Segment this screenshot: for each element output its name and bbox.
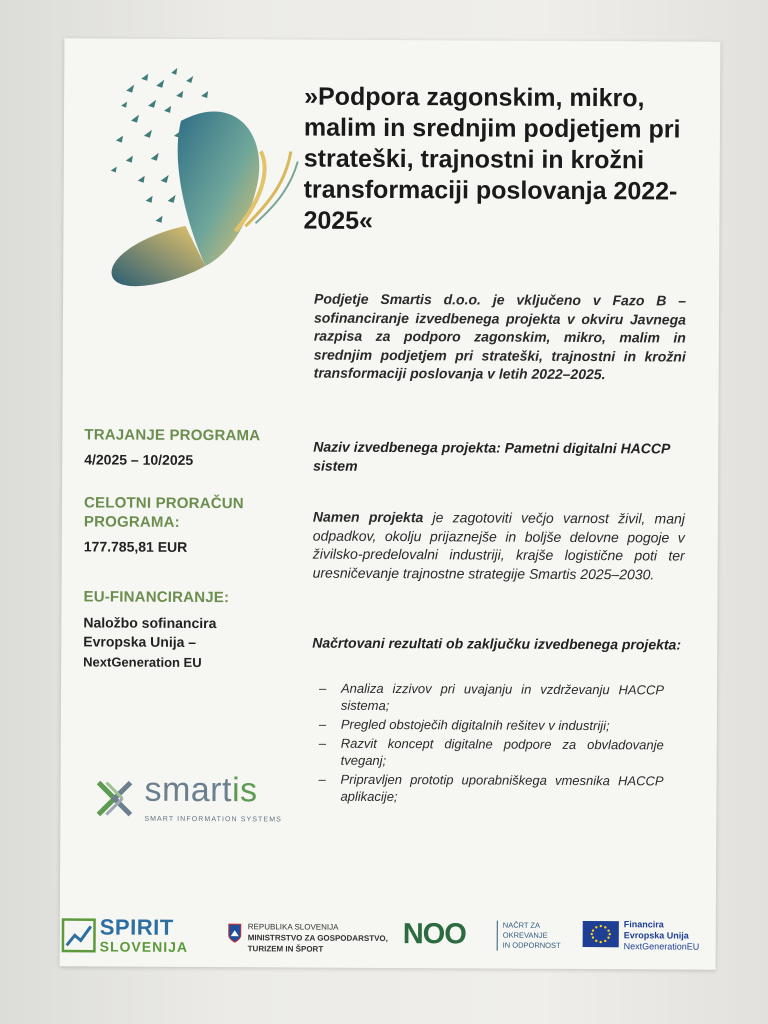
eu-flag-icon — [583, 921, 619, 947]
sponsor-footer — [60, 910, 716, 963]
list-item: – Pregled obstoječih digitalnih rešitev v industriji; — [319, 716, 664, 735]
purpose-text: je zagotoviti večjo varnost živil, manj odpadkov, okolju prijaznejše in boljše delovne pogoje v živilsko-predelovalni industriji, krajše logistične poti ter uresničevanje trajnostne strategije Smartis 2025–2030. — [312, 509, 685, 582]
eu-badge-line3: NextGenerationEU — [623, 941, 700, 952]
ministry-line3: TURIZEM IN ŠPORT — [247, 944, 324, 954]
slovenia-coat-of-arms-icon — [228, 923, 242, 943]
eu-funding-line3: NextGeneration EU — [83, 654, 202, 671]
eu-badge-line2: Evropska Unija — [623, 930, 689, 941]
spirit-logo-title: SPIRIT — [99, 914, 174, 940]
purpose-paragraph — [313, 508, 685, 584]
eu-funding-label: EU-FINANCIRANJE: — [83, 588, 230, 607]
ministry-line2: MINISTRSTVO ZA GOSPODARSTVO, — [247, 933, 388, 943]
budget-value: 177.785,81 EUR — [83, 538, 188, 555]
ministry-text — [248, 921, 388, 955]
budget-label-line2: PROGRAMA: — [83, 513, 180, 531]
noo-text — [497, 921, 561, 951]
results-list — [318, 680, 664, 809]
spirit-logo-subtitle: SLOVENIJA — [99, 938, 189, 955]
smartis-logo — [92, 770, 292, 829]
smartis-word-main: smart — [144, 770, 233, 810]
smartis-word-accent: is — [231, 771, 258, 810]
smartis-tagline: SMART INFORMATION SYSTEMS — [144, 815, 282, 824]
eu-badge-line1: Financira — [623, 919, 664, 930]
poster — [60, 38, 721, 969]
list-item: – Pripravljen prototip uporabniškega vmesnika HACCP aplikacije; — [318, 771, 663, 807]
intro-paragraph: Podjetje Smartis d.o.o. je vključeno v Fazo B – sofinanciranje izvedbenega projekta v okviru Javnega razpisa za podporo zagonskim, mikro, malim in srednjim podjetjem pri strateški, trajnostni in krožni transformaciji poslovanja v letih 2022–2025. — [313, 290, 687, 383]
noo-line3: IN ODPORNOST — [502, 940, 561, 950]
list-item: – Analiza izzivov pri uvajanju in vzdrževanju HACCP sistema; — [319, 680, 664, 716]
noo-logo: NOO — [402, 918, 466, 951]
spirit-chart-icon — [62, 918, 96, 952]
noo-line2: OKREVANJE — [502, 930, 548, 940]
eu-funding-line1: Naložbo sofinancira — [83, 614, 217, 632]
purpose-lead: Namen projekta — [312, 508, 424, 526]
budget-label-line1: CELOTNI PRORAČUN — [83, 494, 244, 513]
project-name: Naziv izvedbenega projekta: Pametni digitalni HACCP sistem — [313, 438, 670, 474]
eu-funding-badge-text — [624, 919, 700, 952]
smartis-wordmark — [144, 771, 257, 811]
butterfly-logo-icon — [85, 50, 316, 311]
ministry-line1: REPUBLIKA SLOVENIJA — [247, 922, 339, 932]
results-heading: Načrtovani rezultati ob zaključku izvedbenega projekta: — [312, 634, 682, 653]
eu-funding-line2: Evropska Unija – — [83, 633, 197, 650]
noo-line1: NAČRT ZA — [502, 920, 541, 930]
duration-label: TRAJANJE PROGRAMA — [84, 426, 261, 445]
duration-value: 4/2025 – 10/2025 — [84, 451, 194, 468]
smartis-mark-icon — [92, 776, 136, 820]
list-item: – Razvit koncept digitalne podpore za obvladovanje tveganj; — [319, 735, 664, 771]
poster-title: »Podpora zagonskim, mikro, malim in srednjim podjetjem pri strateški, trajnostni in krožni transformaciji poslovanja 2022-2025« — [303, 82, 681, 235]
